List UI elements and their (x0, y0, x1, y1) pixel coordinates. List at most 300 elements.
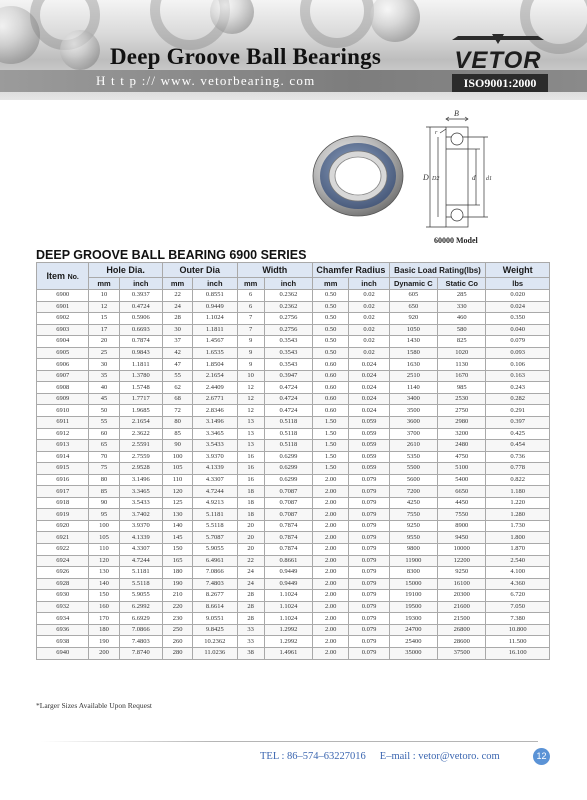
table-row (37, 578, 550, 590)
cell-width-mm: 16 (237, 463, 264, 475)
cell-outer-mm: 24 (162, 301, 192, 313)
cell-chamfer-inch: 0.079 (349, 509, 389, 521)
cell-width-inch: 0.7874 (264, 520, 312, 532)
cell-item-no: 6913 (37, 440, 89, 452)
cell-dynamic-c: 920 (389, 313, 437, 325)
cell-weight-lbs: 1.800 (486, 532, 550, 544)
cell-width-inch: 1.1024 (264, 590, 312, 602)
cell-weight-lbs: 0.163 (486, 370, 550, 382)
cell-chamfer-mm: 2.00 (313, 567, 349, 579)
table-row (37, 405, 550, 417)
cell-width-mm: 10 (237, 370, 264, 382)
cell-item-no: 6916 (37, 474, 89, 486)
cell-outer-mm: 110 (162, 474, 192, 486)
cell-dynamic-c: 650 (389, 301, 437, 313)
vetor-logo (452, 34, 544, 70)
cell-weight-lbs: 16.100 (486, 647, 550, 659)
cell-width-mm: 18 (237, 486, 264, 498)
cell-weight-lbs: 0.040 (486, 324, 550, 336)
cell-outer-mm: 180 (162, 567, 192, 579)
cell-weight-lbs: 0.778 (486, 463, 550, 475)
cell-chamfer-inch: 0.079 (349, 532, 389, 544)
cell-item-no: 6917 (37, 486, 89, 498)
cell-chamfer-mm: 2.00 (313, 590, 349, 602)
section-title: DEEP GROOVE BALL BEARING 6900 SERIES (36, 248, 307, 262)
cell-width-inch: 0.7087 (264, 486, 312, 498)
cell-chamfer-mm: 2.00 (313, 555, 349, 567)
cell-hole-inch: 0.5906 (119, 313, 162, 325)
footnote: *Larger Sizes Available Upon Request (36, 701, 152, 710)
cell-chamfer-mm: 0.60 (313, 405, 349, 417)
cell-hole-mm: 40 (89, 382, 119, 394)
cell-static-co: 6650 (438, 486, 486, 498)
cell-hole-mm: 170 (89, 613, 119, 625)
cell-chamfer-mm: 2.00 (313, 474, 349, 486)
cell-width-mm: 20 (237, 520, 264, 532)
cell-item-no: 6918 (37, 497, 89, 509)
subheader-chamfer-mm: mm (313, 278, 349, 290)
cell-chamfer-inch: 0.024 (349, 405, 389, 417)
decorative-ball (370, 0, 420, 42)
cell-hole-inch: 1.5748 (119, 382, 162, 394)
cell-outer-mm: 130 (162, 509, 192, 521)
cell-width-inch: 0.5118 (264, 428, 312, 440)
cell-chamfer-mm: 0.50 (313, 313, 349, 325)
table-row (37, 509, 550, 521)
cell-static-co: 21600 (438, 601, 486, 613)
cell-outer-inch: 0.8551 (193, 290, 237, 302)
cell-width-mm: 12 (237, 393, 264, 405)
cell-dynamic-c: 1430 (389, 336, 437, 348)
cell-static-co: 26800 (438, 624, 486, 636)
cell-chamfer-inch: 0.079 (349, 520, 389, 532)
cell-outer-inch: 5.7087 (193, 532, 237, 544)
cell-width-inch: 0.8661 (264, 555, 312, 567)
header-weight: Weight (486, 263, 550, 278)
cell-item-no: 6915 (37, 463, 89, 475)
cell-static-co: 20300 (438, 590, 486, 602)
cell-hole-inch: 4.1339 (119, 532, 162, 544)
cell-hole-inch: 7.8740 (119, 647, 162, 659)
cell-chamfer-inch: 0.079 (349, 486, 389, 498)
cell-outer-mm: 140 (162, 520, 192, 532)
table-row (37, 613, 550, 625)
cell-hole-mm: 120 (89, 555, 119, 567)
cell-hole-mm: 150 (89, 590, 119, 602)
cell-hole-mm: 75 (89, 463, 119, 475)
cell-hole-inch: 0.9843 (119, 347, 162, 359)
cell-dynamic-c: 5350 (389, 451, 437, 463)
cell-outer-inch: 1.8504 (193, 359, 237, 371)
cell-width-inch: 1.1024 (264, 613, 312, 625)
cell-outer-mm: 210 (162, 590, 192, 602)
cell-width-inch: 0.3947 (264, 370, 312, 382)
cell-weight-lbs: 1.730 (486, 520, 550, 532)
cell-static-co: 825 (438, 336, 486, 348)
cell-hole-inch: 3.9370 (119, 520, 162, 532)
cell-hole-mm: 25 (89, 347, 119, 359)
cell-width-mm: 9 (237, 336, 264, 348)
cell-dynamic-c: 2610 (389, 440, 437, 452)
cell-static-co: 1670 (438, 370, 486, 382)
cell-weight-lbs: 11.500 (486, 636, 550, 648)
table-row (37, 324, 550, 336)
cell-hole-inch: 3.1496 (119, 474, 162, 486)
cell-outer-inch: 4.9213 (193, 497, 237, 509)
cell-outer-mm: 68 (162, 393, 192, 405)
cell-item-no: 6928 (37, 578, 89, 590)
cell-outer-mm: 125 (162, 497, 192, 509)
cell-dynamic-c: 19500 (389, 601, 437, 613)
page-number: 12 (533, 748, 550, 765)
cell-chamfer-inch: 0.02 (349, 336, 389, 348)
cell-hole-inch: 1.9685 (119, 405, 162, 417)
cell-outer-inch: 3.1496 (193, 417, 237, 429)
cell-chamfer-inch: 0.079 (349, 647, 389, 659)
cell-outer-mm: 90 (162, 440, 192, 452)
cell-chamfer-mm: 2.00 (313, 486, 349, 498)
table-row (37, 451, 550, 463)
cell-item-no: 6921 (37, 532, 89, 544)
cell-chamfer-inch: 0.02 (349, 301, 389, 313)
cell-outer-mm: 28 (162, 313, 192, 325)
cell-width-mm: 24 (237, 567, 264, 579)
cell-weight-lbs: 0.350 (486, 313, 550, 325)
cell-dynamic-c: 19100 (389, 590, 437, 602)
footer-divider (40, 741, 538, 742)
cell-width-inch: 0.2362 (264, 290, 312, 302)
cell-chamfer-mm: 0.60 (313, 382, 349, 394)
header-outer-dia: Outer Dia (162, 263, 237, 278)
cell-item-no: 6911 (37, 417, 89, 429)
table-row (37, 313, 550, 325)
cell-item-no: 6938 (37, 636, 89, 648)
cell-width-inch: 0.3543 (264, 359, 312, 371)
cell-outer-mm: 72 (162, 405, 192, 417)
cell-weight-lbs: 1.220 (486, 497, 550, 509)
cell-hole-inch: 0.3937 (119, 290, 162, 302)
cell-outer-mm: 145 (162, 532, 192, 544)
cell-dynamic-c: 3600 (389, 417, 437, 429)
cell-chamfer-mm: 2.00 (313, 544, 349, 556)
cell-width-inch: 1.1024 (264, 601, 312, 613)
cell-item-no: 6902 (37, 313, 89, 325)
cell-chamfer-mm: 0.60 (313, 370, 349, 382)
cell-chamfer-mm: 2.00 (313, 624, 349, 636)
cell-item-no: 6934 (37, 613, 89, 625)
table-row (37, 647, 550, 659)
cell-width-mm: 18 (237, 497, 264, 509)
cell-hole-mm: 110 (89, 544, 119, 556)
cell-item-no: 6907 (37, 370, 89, 382)
cell-chamfer-mm: 2.00 (313, 636, 349, 648)
cell-dynamic-c: 15000 (389, 578, 437, 590)
cell-chamfer-mm: 2.00 (313, 509, 349, 521)
cell-dynamic-c: 5600 (389, 474, 437, 486)
iso-badge: ISO9001:2000 (452, 74, 548, 92)
cell-outer-mm: 100 (162, 451, 192, 463)
cell-width-inch: 0.7087 (264, 497, 312, 509)
website-url[interactable]: H t t p :// www. vetorbearing. com (96, 73, 316, 88)
table-row (37, 636, 550, 648)
cell-static-co: 985 (438, 382, 486, 394)
cell-outer-inch: 9.8425 (193, 624, 237, 636)
footer-email[interactable]: E–mail : vetor@vetoro. com (379, 751, 500, 762)
cell-width-mm: 24 (237, 578, 264, 590)
cell-outer-inch: 2.1654 (193, 370, 237, 382)
cell-hole-inch: 0.6693 (119, 324, 162, 336)
cell-static-co: 9250 (438, 567, 486, 579)
cell-chamfer-mm: 2.00 (313, 578, 349, 590)
cell-width-mm: 7 (237, 324, 264, 336)
table-row (37, 290, 550, 302)
subheader-hole-mm: mm (89, 278, 119, 290)
cell-outer-inch: 3.3465 (193, 428, 237, 440)
cell-hole-inch: 3.5433 (119, 497, 162, 509)
cell-dynamic-c: 11900 (389, 555, 437, 567)
cell-outer-inch: 0.9449 (193, 301, 237, 313)
cell-hole-inch: 2.9528 (119, 463, 162, 475)
cell-hole-inch: 5.9055 (119, 590, 162, 602)
table-row (37, 590, 550, 602)
cell-static-co: 2980 (438, 417, 486, 429)
cell-item-no: 6919 (37, 509, 89, 521)
cell-outer-mm: 260 (162, 636, 192, 648)
cell-width-inch: 0.9449 (264, 567, 312, 579)
cell-outer-mm: 85 (162, 428, 192, 440)
bearing-photo (310, 128, 406, 224)
cell-hole-inch: 2.7559 (119, 451, 162, 463)
cell-hole-inch: 2.1654 (119, 417, 162, 429)
cell-outer-inch: 7.4803 (193, 578, 237, 590)
cell-static-co: 580 (438, 324, 486, 336)
cell-chamfer-mm: 2.00 (313, 647, 349, 659)
cell-chamfer-inch: 0.079 (349, 578, 389, 590)
cell-outer-mm: 37 (162, 336, 192, 348)
cell-weight-lbs: 10.800 (486, 624, 550, 636)
cell-width-inch: 0.2756 (264, 313, 312, 325)
subheader-width-inch: inch (264, 278, 312, 290)
cell-outer-inch: 4.1339 (193, 463, 237, 475)
table-row (37, 601, 550, 613)
cell-weight-lbs: 0.243 (486, 382, 550, 394)
cell-outer-inch: 11.0236 (193, 647, 237, 659)
cell-hole-inch: 1.1811 (119, 359, 162, 371)
cell-outer-inch: 3.5433 (193, 440, 237, 452)
footer-phone: TEL : 86–574–63227016 (260, 751, 366, 762)
cell-hole-mm: 100 (89, 520, 119, 532)
cell-dynamic-c: 24700 (389, 624, 437, 636)
cell-weight-lbs: 7.050 (486, 601, 550, 613)
cell-width-mm: 33 (237, 636, 264, 648)
cell-width-inch: 0.7874 (264, 532, 312, 544)
cell-static-co: 21500 (438, 613, 486, 625)
cell-hole-mm: 70 (89, 451, 119, 463)
cell-outer-inch: 1.1811 (193, 324, 237, 336)
cell-chamfer-mm: 0.50 (313, 324, 349, 336)
cell-dynamic-c: 3400 (389, 393, 437, 405)
cell-hole-mm: 180 (89, 624, 119, 636)
cell-width-mm: 13 (237, 428, 264, 440)
subheader-outer-mm: mm (162, 278, 192, 290)
cell-chamfer-mm: 0.60 (313, 359, 349, 371)
cell-chamfer-mm: 2.00 (313, 497, 349, 509)
cell-width-inch: 1.4961 (264, 647, 312, 659)
cell-outer-mm: 42 (162, 347, 192, 359)
cell-item-no: 6914 (37, 451, 89, 463)
cell-weight-lbs: 0.106 (486, 359, 550, 371)
cell-outer-inch: 4.7244 (193, 486, 237, 498)
cell-width-inch: 0.2362 (264, 301, 312, 313)
cell-hole-inch: 5.5118 (119, 578, 162, 590)
cell-weight-lbs: 2.540 (486, 555, 550, 567)
cell-weight-lbs: 1.180 (486, 486, 550, 498)
cell-static-co: 10000 (438, 544, 486, 556)
cell-chamfer-mm: 1.50 (313, 417, 349, 429)
cell-chamfer-inch: 0.079 (349, 555, 389, 567)
cell-hole-inch: 1.7717 (119, 393, 162, 405)
cell-item-no: 6908 (37, 382, 89, 394)
cell-chamfer-mm: 1.50 (313, 428, 349, 440)
cell-width-mm: 28 (237, 613, 264, 625)
decorative-ball (60, 30, 100, 70)
cell-dynamic-c: 9550 (389, 532, 437, 544)
cell-static-co: 2530 (438, 393, 486, 405)
cell-weight-lbs: 0.020 (486, 290, 550, 302)
cell-width-inch: 0.5118 (264, 417, 312, 429)
cell-width-mm: 16 (237, 451, 264, 463)
cell-item-no: 6906 (37, 359, 89, 371)
cell-chamfer-mm: 2.00 (313, 601, 349, 613)
cell-hole-mm: 90 (89, 497, 119, 509)
cell-static-co: 1020 (438, 347, 486, 359)
cell-item-no: 6910 (37, 405, 89, 417)
specification-table (36, 262, 550, 660)
table-row (37, 336, 550, 348)
cell-width-inch: 1.2992 (264, 624, 312, 636)
cell-hole-mm: 85 (89, 486, 119, 498)
cell-chamfer-mm: 0.50 (313, 301, 349, 313)
cell-outer-mm: 250 (162, 624, 192, 636)
cell-dynamic-c: 1580 (389, 347, 437, 359)
subheader-chamfer-inch: inch (349, 278, 389, 290)
cell-outer-inch: 2.4409 (193, 382, 237, 394)
cell-item-no: 6904 (37, 336, 89, 348)
cell-outer-mm: 47 (162, 359, 192, 371)
cell-hole-mm: 12 (89, 301, 119, 313)
cell-outer-inch: 1.1024 (193, 313, 237, 325)
cell-dynamic-c: 7200 (389, 486, 437, 498)
table-row (37, 544, 550, 556)
cell-static-co: 4450 (438, 497, 486, 509)
table-row (37, 347, 550, 359)
cell-chamfer-inch: 0.059 (349, 451, 389, 463)
cell-hole-mm: 80 (89, 474, 119, 486)
subheader-lbs: lbs (486, 278, 550, 290)
cell-width-mm: 12 (237, 382, 264, 394)
cell-outer-mm: 30 (162, 324, 192, 336)
cell-hole-mm: 50 (89, 405, 119, 417)
cell-hole-inch: 2.3622 (119, 428, 162, 440)
table-row (37, 463, 550, 475)
table-row (37, 417, 550, 429)
cell-dynamic-c: 3700 (389, 428, 437, 440)
cell-dynamic-c: 2510 (389, 370, 437, 382)
cell-hole-inch: 3.3465 (119, 486, 162, 498)
cell-width-inch: 0.6299 (264, 451, 312, 463)
cell-hole-mm: 105 (89, 532, 119, 544)
table-row (37, 440, 550, 452)
cell-item-no: 6912 (37, 428, 89, 440)
cell-item-no: 6901 (37, 301, 89, 313)
cell-hole-inch: 1.3780 (119, 370, 162, 382)
cross-section-drawing (420, 107, 512, 235)
cell-outer-inch: 1.4567 (193, 336, 237, 348)
cell-hole-mm: 60 (89, 428, 119, 440)
cell-width-mm: 16 (237, 474, 264, 486)
cell-outer-mm: 105 (162, 463, 192, 475)
cell-chamfer-inch: 0.02 (349, 324, 389, 336)
cell-width-mm: 9 (237, 347, 264, 359)
cell-weight-lbs: 4.360 (486, 578, 550, 590)
cell-chamfer-inch: 0.079 (349, 590, 389, 602)
table-row (37, 624, 550, 636)
cell-dynamic-c: 1050 (389, 324, 437, 336)
cell-static-co: 2480 (438, 440, 486, 452)
cell-outer-inch: 5.9055 (193, 544, 237, 556)
cell-outer-inch: 4.3307 (193, 474, 237, 486)
cell-width-inch: 0.3543 (264, 347, 312, 359)
header-width: Width (237, 263, 313, 278)
cell-chamfer-inch: 0.079 (349, 497, 389, 509)
cell-width-mm: 28 (237, 601, 264, 613)
decorative-ring (300, 0, 374, 48)
cell-static-co: 9450 (438, 532, 486, 544)
cell-outer-mm: 150 (162, 544, 192, 556)
cell-chamfer-inch: 0.024 (349, 393, 389, 405)
cell-width-inch: 0.6299 (264, 474, 312, 486)
cell-dynamic-c: 1140 (389, 382, 437, 394)
cell-static-co: 16100 (438, 578, 486, 590)
table-row (37, 428, 550, 440)
cell-width-mm: 6 (237, 290, 264, 302)
header-hole-dia: Hole Dia. (89, 263, 163, 278)
cell-outer-mm: 230 (162, 613, 192, 625)
cell-width-inch: 0.7087 (264, 509, 312, 521)
cell-dynamic-c: 35000 (389, 647, 437, 659)
cell-chamfer-inch: 0.079 (349, 601, 389, 613)
cell-chamfer-inch: 0.024 (349, 359, 389, 371)
cell-outer-mm: 190 (162, 578, 192, 590)
svg-text:D2: D2 (432, 176, 440, 182)
table-row (37, 301, 550, 313)
cell-dynamic-c: 19300 (389, 613, 437, 625)
cell-weight-lbs: 0.291 (486, 405, 550, 417)
cell-width-inch: 0.7874 (264, 544, 312, 556)
footer-contact (260, 751, 500, 762)
cell-hole-mm: 140 (89, 578, 119, 590)
cell-width-mm: 22 (237, 555, 264, 567)
cell-static-co: 3200 (438, 428, 486, 440)
cell-item-no: 6924 (37, 555, 89, 567)
cell-chamfer-inch: 0.024 (349, 370, 389, 382)
cell-outer-inch: 8.6614 (193, 601, 237, 613)
cell-weight-lbs: 1.280 (486, 509, 550, 521)
cell-outer-inch: 8.2677 (193, 590, 237, 602)
table-row (37, 359, 550, 371)
cell-item-no: 6930 (37, 590, 89, 602)
cell-dynamic-c: 8300 (389, 567, 437, 579)
